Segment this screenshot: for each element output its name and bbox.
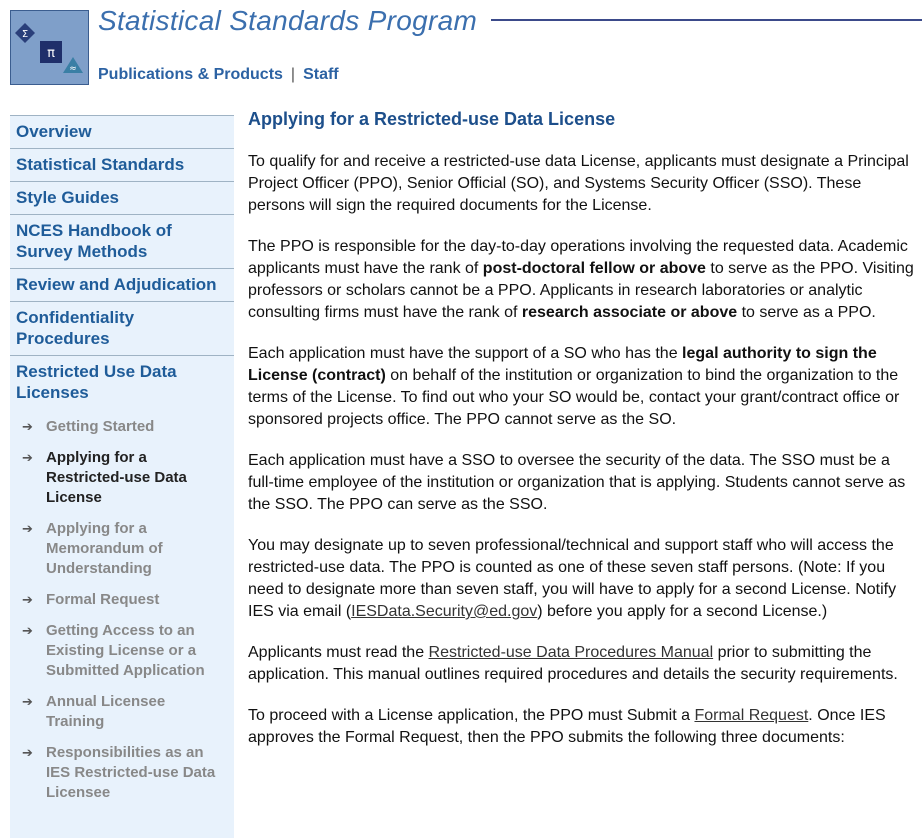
sidebar-item-review-adjudication[interactable]: Review and Adjudication (10, 269, 234, 302)
paragraph-so (248, 343, 918, 431)
nav-staff[interactable]: Staff (303, 66, 339, 83)
subitem-label: Applying for a Restricted-use Data License (46, 449, 187, 506)
text-span: Each application must have the support of a SO who has the (248, 345, 683, 362)
approx-icon: ≈ (69, 64, 77, 74)
arrow-icon: ➔ (22, 745, 33, 760)
subitem-annual-training[interactable] (10, 692, 234, 732)
sidebar-item-restricted-use[interactable]: Restricted Use Data Licenses (16, 362, 177, 402)
text-span: to serve as a PPO. (737, 304, 876, 321)
site-title[interactable]: Statistical Standards Program (98, 5, 478, 36)
text-span: You may designate up to seven professional/technical and support staff who will access the restricted-use data. The PPO is counted as one of these seven staff persons. (Note: If you need to designate more than seven staff, you will have to apply for a second License. Notify IES via email ( (248, 537, 897, 620)
arrow-icon: ➔ (22, 694, 33, 709)
subitem-getting-started[interactable] (10, 417, 234, 437)
paragraph-sso: Each application must have a SSO to oversee the security of the data. The SSO must be a full-time employee of the institution or organization that is applying. Students cannot serve as the SSO. The PPO can serve as the SSO. (248, 452, 906, 513)
nav-separator: | (290, 66, 296, 83)
main-content (248, 108, 918, 768)
title-rule (491, 19, 922, 21)
subitem-applying-mou[interactable] (10, 519, 234, 579)
subitem-formal-request[interactable] (10, 590, 234, 610)
paragraph-designate: To qualify for and receive a restricted-use data License, applicants must designate a Principal Project Officer (PPO), Senior Official (SO), and Systems Security Officer (SSO). These persons will sign the required documents for the License. (248, 153, 909, 214)
site-logo[interactable] (10, 10, 89, 85)
paragraph-staff (248, 535, 918, 623)
text-span: prior to submitting the application. This manual outlines required procedures and details the security requirements. (248, 644, 898, 683)
top-nav (98, 66, 339, 84)
subitem-responsibilities[interactable] (10, 743, 234, 803)
sidebar-sublist (10, 417, 234, 803)
sidebar (10, 115, 234, 838)
subitem-applying-license[interactable] (10, 448, 234, 508)
sidebar-item-overview[interactable]: Overview (10, 115, 234, 149)
subitem-label: Annual Licensee Training (46, 693, 166, 730)
pi-icon: π (47, 46, 55, 61)
bold-text: legal authority to sign the License (contract) (248, 345, 877, 384)
text-span: to serve as the PPO. Visiting professors or scholars cannot be a PPO. Applicants in research laboratories or analytic consulting firms must have the rank of (248, 260, 914, 321)
subitem-getting-access[interactable] (10, 621, 234, 681)
paragraph-ppo (248, 236, 918, 324)
text-span: . Once IES approves the Formal Request, then the PPO submits the following three documents: (248, 707, 886, 746)
subitem-label: Responsibilities as an IES Restricted-use Data Licensee (46, 744, 216, 801)
arrow-icon: ➔ (22, 623, 33, 638)
sigma-icon: Σ (21, 29, 29, 40)
formal-request-link[interactable]: Formal Request (694, 707, 809, 724)
arrow-icon: ➔ (22, 521, 33, 536)
text-span: To proceed with a License application, the PPO must Submit a (248, 707, 695, 724)
sidebar-item-statistical-standards[interactable]: Statistical Standards (10, 149, 234, 182)
subitem-label: Getting Started (46, 418, 155, 435)
nav-publications-products[interactable]: Publications & Products (98, 66, 283, 83)
subitem-label: Applying for a Memorandum of Understanding (46, 520, 163, 577)
subitem-label: Getting Access to an Existing License or a Submitted Application (46, 622, 205, 679)
sidebar-item-handbook[interactable]: NCES Handbook of Survey Methods (10, 215, 234, 269)
subitem-label: Formal Request (46, 591, 160, 608)
text-span: The PPO is responsible for the day-to-day operations involving the requested data. Academic applicants must have the rank of (248, 238, 908, 277)
arrow-icon: ➔ (22, 450, 33, 465)
arrow-icon: ➔ (22, 592, 33, 607)
bold-text: post-doctoral fellow or above (482, 260, 706, 277)
text-span: on behalf of the institution or organization to bind the organization to the terms of the License. To find out who your SO would be, contact your grant/contract office or sponsored projects office. The PPO cannot serve as the SO. (248, 367, 900, 428)
sidebar-item-confidentiality[interactable]: Confidentiality Procedures (10, 302, 234, 356)
arrow-icon: ➔ (22, 419, 33, 434)
page-title: Applying for a Restricted-use Data License (248, 109, 616, 129)
text-span: Applicants must read the (248, 644, 429, 661)
sidebar-item-style-guides[interactable]: Style Guides (10, 182, 234, 215)
bold-text: research associate or above (521, 304, 738, 321)
procedures-manual-link[interactable]: Restricted-use Data Procedures Manual (428, 644, 714, 661)
paragraph-manual (248, 642, 918, 686)
paragraph-proceed (248, 705, 918, 749)
text-span: ) before you apply for a second License.) (537, 603, 828, 620)
email-link[interactable]: IESData.Security@ed.gov (351, 603, 538, 620)
